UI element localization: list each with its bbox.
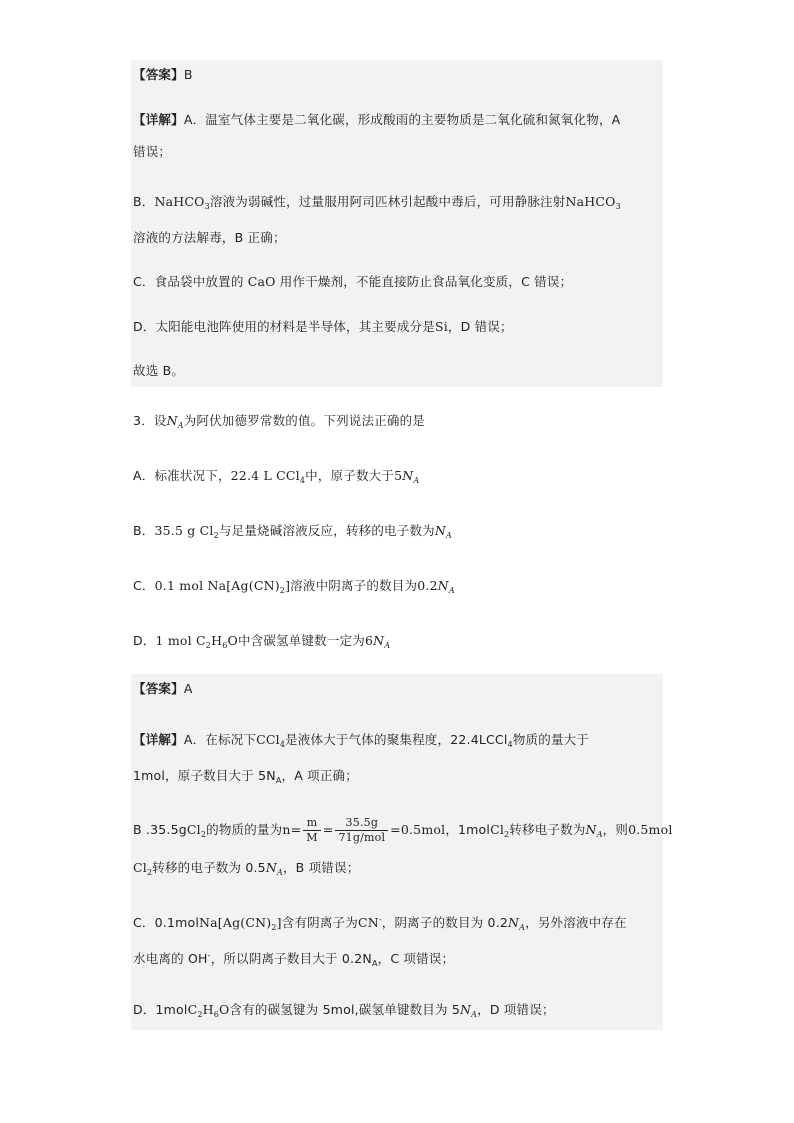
- detail-text: D．太阳能电池阵使用的材料是半导体，其主要成分是: [133, 319, 435, 334]
- symbol-subscript: A: [448, 586, 455, 595]
- formula: [154, 194, 209, 209]
- detail-text: C．食品袋中放置的: [133, 274, 244, 289]
- formula-text: O: [219, 1002, 230, 1017]
- fraction-m-over-M: [303, 816, 320, 845]
- detail-tag: 【详解】: [133, 112, 184, 127]
- formula: 6: [364, 633, 374, 648]
- option-text: C．: [133, 578, 155, 593]
- symbol-text: N: [373, 633, 385, 648]
- formula: CaO: [247, 274, 276, 289]
- formula: [256, 732, 285, 747]
- detail-text: 1mol，原子数目大于 5N: [133, 768, 276, 783]
- detail-d-line: [133, 318, 513, 336]
- detail-d-line: [133, 1001, 555, 1019]
- option-b: [133, 522, 452, 540]
- symbol-text: N: [437, 578, 449, 593]
- detail-text: ，D 项错误；: [477, 1002, 555, 1017]
- detail-b-line-2: [133, 859, 359, 877]
- detail-c-line-1: [133, 914, 627, 932]
- symbol-subscript: A: [384, 641, 391, 650]
- avogadro-symbol: [402, 468, 419, 483]
- formula-text: Cl: [490, 822, 505, 837]
- formula-text: Na[Ag(CN): [199, 915, 272, 930]
- detail-text: 用作干燥剂，不能直接防止食品氧化变质，C 错误；: [279, 274, 573, 289]
- formula-subscript: A: [371, 959, 378, 968]
- formula-text: 22.4 L CCl: [230, 468, 300, 483]
- option-d: [133, 632, 390, 650]
- ion-charge: -: [207, 951, 211, 960]
- question-number: 3．设: [133, 413, 167, 428]
- avogadro-symbol: [435, 523, 452, 538]
- fraction-denominator: M: [306, 831, 318, 844]
- formula: 0.5mol: [628, 822, 673, 837]
- detail-b-line-1: [133, 193, 621, 211]
- avogadro-symbol: [373, 633, 390, 648]
- option-c: [133, 577, 455, 595]
- detail-text: 是液体大于气体的聚集程度，22.4LCCl: [285, 732, 508, 747]
- option-text: 溶液中阴离子的数目为: [290, 578, 418, 593]
- option-text: 中含碳氢单键数一定为: [237, 633, 365, 648]
- detail-text: 转移的电子数为 0.5: [152, 860, 266, 875]
- avogadro-symbol: [167, 413, 184, 428]
- formula-subscript: 4: [507, 740, 513, 749]
- detail-b-line-1: [133, 816, 673, 845]
- option-a: [133, 467, 419, 485]
- option-text: D．: [133, 633, 156, 648]
- formula-subscript: 3: [615, 202, 621, 211]
- detail-text: 转移电子数为: [509, 822, 586, 837]
- symbol-subscript: A: [276, 868, 283, 877]
- option-text: 与足量烧碱溶液反应，转移的电子数为: [218, 523, 435, 538]
- detail-text: B .35.5g: [133, 822, 187, 837]
- question-3-stem: [133, 412, 425, 430]
- formula-subscript: 2: [146, 868, 153, 877]
- fraction-numerator: 35.5g: [335, 816, 388, 831]
- formula-text: H: [211, 633, 223, 648]
- question-text: 为阿伏加德罗常数的值。下列说法正确的是: [183, 413, 425, 428]
- detail-a-line-2: [133, 143, 171, 161]
- ion: [358, 915, 382, 930]
- symbol-subscript: A: [471, 1010, 478, 1019]
- detail-a-line-2: [133, 767, 358, 785]
- symbol-subscript: A: [445, 531, 452, 540]
- formula-text: CCl: [256, 732, 280, 747]
- formula-text: [Ag(CN): [226, 578, 280, 593]
- fraction-numerator: m: [303, 816, 320, 831]
- symbol-text: N: [166, 413, 178, 428]
- formula-subscript: 2: [200, 830, 207, 839]
- detail-text: 物质的量大于: [512, 732, 590, 747]
- formula: [490, 822, 509, 837]
- ion-text: CN: [357, 915, 379, 930]
- symbol-text: N: [402, 468, 414, 483]
- detail-tag: 【详解】: [133, 732, 184, 747]
- detail-text: A．温室气体主要是二氧化碳，形成酸雨的主要物质是二氧化硫和氮氧化物，A: [183, 112, 621, 127]
- detail-text: ，所以阴离子数目大于 0.2N: [210, 951, 372, 966]
- answer-block-2: [131, 674, 663, 1030]
- symbol-text: N: [508, 915, 520, 930]
- detail-a-line-1: [133, 111, 620, 129]
- equation-text: n=: [282, 822, 302, 837]
- conclusion-text: 故选 B。: [133, 363, 185, 378]
- formula-text: ]: [276, 915, 282, 930]
- formula: [566, 194, 621, 209]
- detail-text: ，则: [602, 822, 629, 837]
- option-text: B．: [133, 523, 155, 538]
- detail-text: ，1mol: [445, 822, 491, 837]
- symbol-subscript: A: [177, 421, 184, 430]
- detail-text: C．0.1mol: [133, 915, 200, 930]
- formula: [156, 633, 238, 648]
- formula-subscript: 2: [504, 830, 510, 839]
- symbol-text: N: [434, 523, 446, 538]
- equation-text: =: [322, 822, 334, 837]
- answer-line: [133, 66, 193, 84]
- avogadro-symbol: [460, 1002, 477, 1017]
- formula: [199, 915, 282, 930]
- symbol-text: N: [460, 1002, 472, 1017]
- avogadro-symbol: [266, 860, 283, 875]
- avogadro-symbol: [438, 578, 455, 593]
- formula-subscript: 2: [271, 923, 277, 932]
- conclusion-line: [133, 362, 184, 380]
- formula-text: NaHCO: [154, 194, 205, 209]
- detail-text: ，另外溶液中存在: [525, 915, 627, 930]
- detail-text: ，C 项错误；: [377, 951, 455, 966]
- formula: 5: [394, 468, 403, 483]
- detail-text: ，A 项正确；: [281, 768, 358, 783]
- detail-text: 溶液的方法解毒，B 正确；: [133, 230, 286, 245]
- symbol-subscript: A: [519, 923, 526, 932]
- formula-text: 0.1 mol Na: [154, 578, 227, 593]
- detail-text: B．: [133, 194, 155, 209]
- detail-text: ，阴离子的数目为 0.2: [381, 915, 509, 930]
- option-text: A．标准状况下，: [133, 468, 231, 483]
- detail-text: ，D 错误；: [447, 319, 513, 334]
- detail-text: 溶液为弱碱性，过量服用阿司匹林引起酸中毒后，可用静脉注射: [209, 194, 566, 209]
- detail-text: 含有的碳氢键为 5mol,碳氢单键数目为 5: [229, 1002, 461, 1017]
- detail-text: 的物质的量为: [206, 822, 283, 837]
- formula-text: 1 mol C: [155, 633, 206, 648]
- fraction-denominator: 71g/mol: [338, 831, 386, 844]
- ion-charge: -: [378, 915, 382, 924]
- formula: [155, 578, 291, 593]
- detail-b-line-2: [133, 229, 286, 247]
- formula-subscript: 3: [204, 202, 210, 211]
- formula-subscript: 2: [213, 531, 219, 540]
- detail-c-line-2: [133, 950, 454, 968]
- answer-value: A: [183, 681, 193, 696]
- formula-subscript: 2: [279, 586, 286, 595]
- fraction-mass-over-molar: [335, 816, 388, 845]
- formula: [154, 523, 218, 538]
- detail-text: 含有阴离子为: [281, 915, 358, 930]
- equation-text: =0.5mol: [390, 822, 446, 837]
- detail-c-line: [133, 273, 572, 291]
- formula-subscript: 6: [213, 1010, 220, 1019]
- formula-subscript: A: [275, 776, 282, 785]
- avogadro-symbol: [508, 915, 525, 930]
- formula-subscript: 2: [205, 641, 212, 650]
- answer-value: B: [183, 67, 193, 82]
- symbol-text: N: [585, 822, 597, 837]
- formula-text: H: [202, 1002, 214, 1017]
- answer-block-1: [131, 60, 663, 387]
- avogadro-symbol: [586, 822, 603, 837]
- detail-text: 水电离的 OH: [133, 951, 208, 966]
- formula-text: Cl: [133, 860, 147, 875]
- formula-subscript: 2: [197, 1010, 203, 1019]
- formula: [188, 1002, 230, 1017]
- formula-subscript: 4: [299, 476, 306, 485]
- formula-text: Cl: [186, 822, 201, 837]
- symbol-subscript: A: [413, 476, 420, 485]
- detail-a-line-1: [133, 731, 589, 749]
- symbol-text: N: [265, 860, 277, 875]
- answer-tag: 【答案】: [133, 67, 184, 82]
- option-text: 中，原子数大于: [305, 468, 395, 483]
- detail-text: ，B 项错误；: [282, 860, 360, 875]
- formula-subscript: 4: [279, 740, 286, 749]
- answer-tag: 【答案】: [133, 681, 184, 696]
- formula-subscript: 6: [222, 641, 228, 650]
- formula-text: O: [227, 633, 238, 648]
- formula-text: 35.5 g Cl: [154, 523, 214, 538]
- formula: Si: [434, 319, 448, 334]
- formula: 0.2: [417, 578, 438, 593]
- symbol-subscript: A: [596, 830, 603, 839]
- formula-text: C: [187, 1002, 198, 1017]
- formula-text: NaHCO: [565, 194, 616, 209]
- formula: [187, 822, 206, 837]
- detail-text: D．1mol: [133, 1002, 188, 1017]
- answer-line: [133, 680, 193, 698]
- formula: [231, 468, 306, 483]
- formula-text: ]: [285, 578, 291, 593]
- detail-text: 错误；: [133, 144, 172, 159]
- detail-text: A．在标况下: [183, 732, 257, 747]
- formula: [133, 860, 152, 875]
